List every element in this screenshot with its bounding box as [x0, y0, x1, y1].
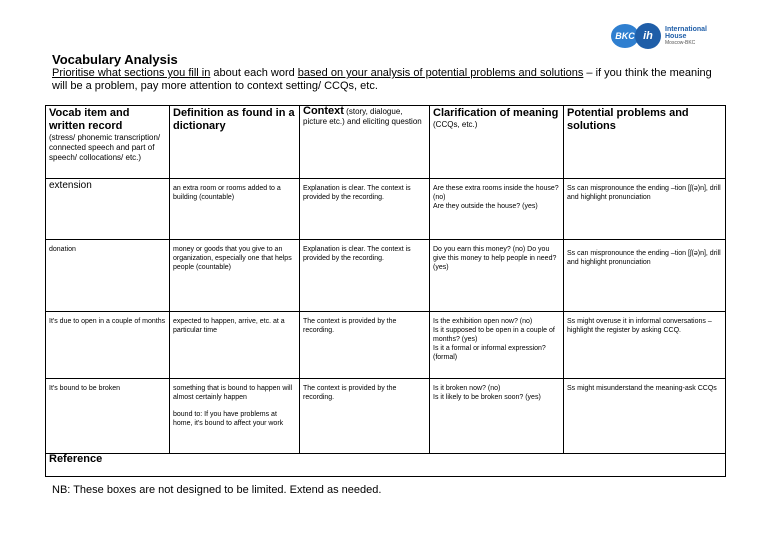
cell-context: [300, 240, 430, 312]
problems-text: Ss can mispronounce the ending –tion [ʃ(ə)n], drill and highlight pronunciation: [567, 250, 721, 266]
definition-text: money or goods that you give to an organization, especially one that helps people (countable): [173, 246, 292, 271]
header-main: Clarification of meaning: [433, 107, 559, 119]
cell-definition: [170, 379, 300, 454]
logo-text: [665, 26, 707, 47]
header-problems: [564, 106, 726, 179]
intro-part-4: – if you think the meaning will be a problem, pay more attention to context setting/ CCQs, etc.: [52, 67, 712, 92]
header-sub: (CCQs, etc.): [433, 120, 478, 129]
cell-clarification: [430, 179, 564, 240]
intro-text: [52, 67, 722, 93]
cell-problems: [564, 179, 726, 240]
header-main: Potential problems and solutions: [567, 107, 689, 132]
definition-example: bound to: If you have problems at home, it's bound to affect your work: [173, 411, 284, 427]
header-main: Definition as found in a dictionary: [173, 107, 295, 132]
cell-definition: [170, 312, 300, 379]
problems-text: Ss might overuse it in informal conversations –highlight the register by asking CCQ.: [567, 318, 712, 334]
nb-note: NB: These boxes are not designed to be limited. Extend as needed.: [52, 484, 382, 496]
cell-definition: [170, 179, 300, 240]
reference-label: Reference: [49, 453, 103, 465]
ih-logo-mark: ih: [635, 23, 661, 49]
header-main: Context: [303, 105, 344, 117]
header-main: Vocab item and written record: [49, 107, 130, 132]
ccq-line: Do you earn this money? (no) Do you give this money to help people in need? (yes): [433, 246, 557, 271]
intro-part-3: based on your analysis of potential problems and solutions: [297, 67, 584, 79]
cell-definition: [170, 240, 300, 312]
table-row: [46, 179, 726, 240]
vocab-item: It's bound to be broken: [49, 385, 120, 392]
cell-context: [300, 312, 430, 379]
header-sub: (stress/ phonemic transcription/ connected speech and part of speech/ collocations/ etc.): [49, 133, 161, 162]
header-definition: [170, 106, 300, 179]
logo-line-2: House: [665, 33, 687, 40]
international-house-logo: [611, 22, 711, 54]
problems-text: Ss might misunderstand the meaning-ask CCQs: [567, 385, 717, 392]
vocab-item: donation: [49, 246, 76, 253]
ccq-line: Is the exhibition open now? (no): [433, 318, 533, 325]
header-vocab-item: [46, 106, 170, 179]
reference-cell: [46, 454, 726, 477]
page-title: Vocabulary Analysis: [52, 52, 178, 67]
vocab-analysis-table: [45, 105, 726, 477]
intro-part-1: Prioritise what sections you fill in: [52, 67, 211, 79]
ccq-line: Is it likely to be broken soon? (yes): [433, 394, 541, 401]
cell-context: [300, 179, 430, 240]
vocab-item: extension: [49, 180, 92, 191]
cell-vocab-item: [46, 179, 170, 240]
table-row: [46, 379, 726, 454]
context-text: The context is provided by the recording.: [303, 318, 397, 334]
ccq-line: Is it broken now? (no): [433, 385, 501, 392]
cell-problems: [564, 312, 726, 379]
reference-row: [46, 454, 726, 477]
cell-vocab-item: [46, 379, 170, 454]
cell-vocab-item: [46, 240, 170, 312]
definition-text: something that is bound to happen will almost certainly happen: [173, 385, 293, 401]
cell-problems: [564, 240, 726, 312]
cell-vocab-item: [46, 312, 170, 379]
cell-clarification: [430, 240, 564, 312]
problems-text: Ss can mispronounce the ending –tion [ʃ(ə)n], drill and highlight pronunciation: [567, 185, 721, 201]
table-row: [46, 312, 726, 379]
header-sub: (story, dialogue, picture etc.) and eliciting question: [303, 107, 422, 126]
cell-problems: [564, 379, 726, 454]
context-text: Explanation is clear. The context is provided by the recording.: [303, 185, 411, 201]
ccq-line: Are they outside the house? (yes): [433, 203, 538, 210]
definition-text: expected to happen, arrive, etc. at a particular time: [173, 318, 285, 334]
header-context: [300, 106, 430, 179]
cell-context: [300, 379, 430, 454]
cell-clarification: [430, 312, 564, 379]
ccq-line: Is it supposed to be open in a couple of months? (yes): [433, 327, 555, 343]
bkc-logo-mark: BKC: [611, 24, 639, 48]
ccq-line: Is it a formal or informal expression? (formal): [433, 345, 546, 361]
definition-text: an extra room or rooms added to a building (countable): [173, 185, 281, 201]
context-text: Explanation is clear. The context is provided by the recording.: [303, 246, 411, 262]
cell-clarification: [430, 379, 564, 454]
header-clarification: [430, 106, 564, 179]
table-row: [46, 240, 726, 312]
context-text: The context is provided by the recording.: [303, 385, 397, 401]
intro-part-2: about each word: [210, 67, 298, 79]
vocab-item: It's due to open in a couple of months: [49, 318, 166, 325]
logo-line-1: International: [665, 26, 708, 33]
logo-line-3: Moscow-BKC: [665, 40, 696, 46]
ccq-line: Are these extra rooms inside the house? (no): [433, 185, 559, 201]
table-header-row: [46, 106, 726, 179]
